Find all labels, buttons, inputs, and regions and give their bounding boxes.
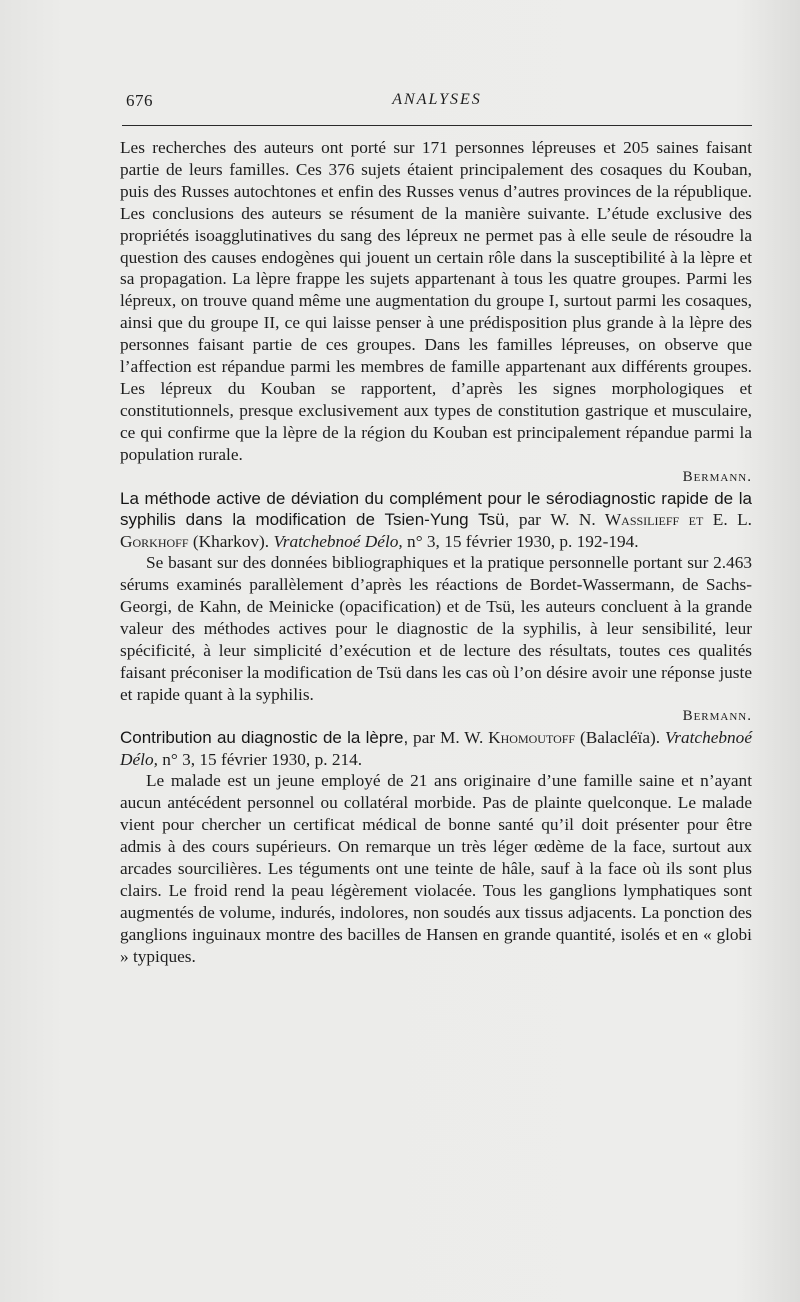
article-paragraph: Se basant sur des données bibliographiques et la pratique personnelle portant sur 2.463 sérums examinés parallèlement d’après les réactions de Bordet-Wassermann, de Sachs-Georgi, de Kahn, de Meinicke (opacification) et de Tsü, les auteurs concluent à la grande valeur des méthodes actives pour le diagnostic de la syphilis, à leur sensibilité, leur spécificité, à leur simplicité d’exécution et de lecture des résultats, toutes ces qualités faisant préconiser la modification de Tsü dans les cas où l’on désire avoir une réponse juste et rapide quant à la syphilis. xyxy=(120,553,752,704)
article-journal: Vratchebnoé Délo, xyxy=(120,728,752,769)
article-location: (Kharkov). xyxy=(192,531,270,551)
article-heading xyxy=(120,488,752,553)
header-rule xyxy=(122,125,752,126)
article-continuation xyxy=(120,137,752,488)
article-title: La méthode active de déviation du complément pour le sérodiagnostic rapide de la syphilis dans la modification de Tsien-Yung Tsü, xyxy=(120,488,752,530)
article-signature: Bermann. xyxy=(682,708,752,725)
article-location: (Balacléïa). xyxy=(579,728,661,748)
article-issue: n° 3, 15 février 1930, p. 192-194. xyxy=(407,531,639,551)
article-heading xyxy=(120,727,752,770)
article-by: par xyxy=(413,728,436,748)
article-title: Contribution au diagnostic de la lèpre, xyxy=(120,728,409,748)
running-title: ANALYSES xyxy=(392,91,482,108)
article-lepre-diagnostic xyxy=(120,727,752,967)
page-header xyxy=(122,91,752,119)
article-issue: n° 3, 15 février 1930, p. 214. xyxy=(162,749,363,769)
article-authors: M. W. Khomoutoff xyxy=(440,728,576,748)
page-number: 676 xyxy=(126,91,153,110)
article-serodiagnostic xyxy=(120,488,752,728)
article-authors: W. N. Wassilieff et E. L. Gorkhoff xyxy=(120,510,752,551)
article-signature: Bermann. xyxy=(682,468,752,485)
article-paragraph: Le malade est un jeune employé de 21 ans originaire d’une famille saine et n’ayant aucun antécédent personnel ou collatéral morbide. Pas de plainte quelconque. Le malade vient pour chercher un certificat médical de bonne santé qu’il doit présenter pour être admis à des cours supérieurs. On remarque un très léger œdème de la face, surtout aux arcades sourcilières. Les téguments ont une teinte de hâle, sauf à la face où ils sont plus clairs. Le froid rend la peau légèrement violacée. Tous les ganglions lymphatiques sont augmentés de volume, indurés, indolores, non soudés aux tissus adjacents. La ponction des ganglions inguinaux montre des bacilles de Hansen en grande quantité, isolés et en « globi » typiques. xyxy=(120,771,752,966)
article-journal: Vratchebnoé Délo, xyxy=(273,531,403,551)
article-by: par xyxy=(518,510,541,530)
page-content xyxy=(120,137,752,968)
article-paragraph: Les recherches des auteurs ont porté sur 171 personnes lépreuses et 205 saines faisant partie de leurs familles. Ces 376 sujets étaient principalement des cosaques du Kouban, puis des Russes autochtones et enfin des Russes venus d’autres provinces de la république. Les conclusions des auteurs se résument de la manière suivante. L’étude exclusive des propriétés isoagglutinatives du sang des lépreux ne permet pas à elle seule de résoudre la question des causes endogènes qui jouent un certain rôle dans la susceptibilité à la lèpre et sa propagation. La lèpre frappe les sujets appartenant à tous les quatre groupes. Parmi les lépreux, on trouve quand même une augmentation du groupe I, surtout parmi les cosaques, ainsi que du groupe II, ce qui laisse penser à une prédisposition plus grande à la lèpre des personnes faisant partie de ces groupes. Dans les familles lépreuses, on observe que l’affection est répandue parmi les membres de famille appartenant aux différents groupes. Les lépreux du Kouban se rapportent, d’après les signes morphologiques et constitutionnels, presque exclusivement aux types de constitution gastrique et musculaire, ce qui confirme que la lèpre de la région du Kouban est principalement répandue parmi la population rurale. xyxy=(120,138,752,464)
